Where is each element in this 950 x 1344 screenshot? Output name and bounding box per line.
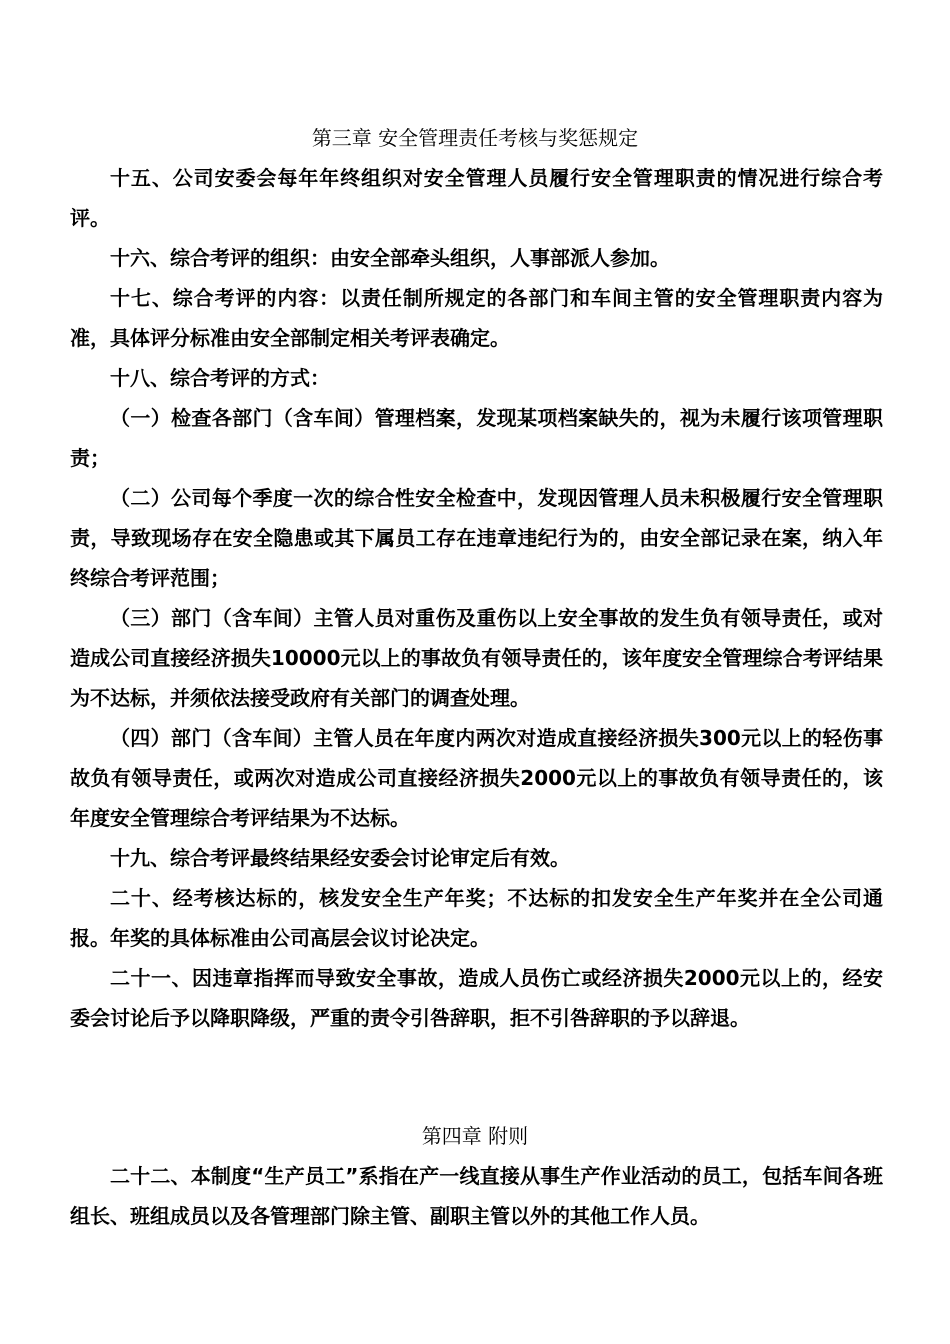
article-19: 十九、综合考评最终结果经安委会讨论审定后有效。 (110, 846, 570, 870)
article-16: 十六、综合考评的组织：由安全部牵头组织，人事部派人参加。 (110, 246, 670, 270)
chapter-3-body (70, 158, 883, 1038)
article-18-item-1: （一）检查各部门（含车间）管理档案，发现某项档案缺失的，视为未履行该项管理职责； (70, 406, 883, 470)
article-18-item-3: （三）部门（含车间）主管人员对重伤及重伤以上安全事故的发生负有领导责任，或对造成公司直接经济损失10000元以上的事故负有领导责任的，该年度安全管理综合考评结果为不达标，并须依法接受政府有关部门的调查处理。 (70, 606, 883, 710)
article-20: 二十、经考核达标的，核发安全生产年奖；不达标的扣发安全生产年奖并在全公司通报。年奖的具体标准由公司高层会议讨论决定。 (70, 886, 883, 950)
chapter-4-body (70, 1156, 883, 1236)
chapter-3-title: 第三章 安全管理责任考核与奖惩规定 (311, 126, 639, 150)
article-18-item-2: （二）公司每个季度一次的综合性安全检查中，发现因管理人员未积极履行安全管理职责，导致现场存在安全隐患或其下属员工存在违章违纪行为的，由安全部记录在案，纳入年终综合考评范围； (70, 486, 883, 590)
article-15: 十五、公司安委会每年年终组织对安全管理人员履行安全管理职责的情况进行综合考评。 (70, 166, 883, 230)
article-18: 十八、综合考评的方式： (110, 366, 330, 390)
article-22: 二十二、本制度“生产员工”系指在产一线直接从事生产作业活动的员工，包括车间各班组长、班组成员以及各管理部门除主管、副职主管以外的其他工作人员。 (70, 1164, 883, 1228)
article-18-item-4: （四）部门（含车间）主管人员在年度内两次对造成直接经济损失300元以上的轻伤事故负有领导责任，或两次对造成公司直接经济损失2000元以上的事故负有领导责任的，该年度安全管理综合考评结果为不达标。 (70, 726, 883, 830)
chapter-4-title: 第四章 附则 (421, 1124, 529, 1148)
article-21: 二十一、因违章指挥而导致安全事故，造成人员伤亡或经济损失2000元以上的，经安委会讨论后予以降职降级，严重的责令引咎辞职，拒不引咎辞职的予以辞退。 (70, 966, 883, 1030)
article-17: 十七、综合考评的内容：以责任制所规定的各部门和车间主管的安全管理职责内容为准，具体评分标准由安全部制定相关考评表确定。 (70, 286, 883, 350)
